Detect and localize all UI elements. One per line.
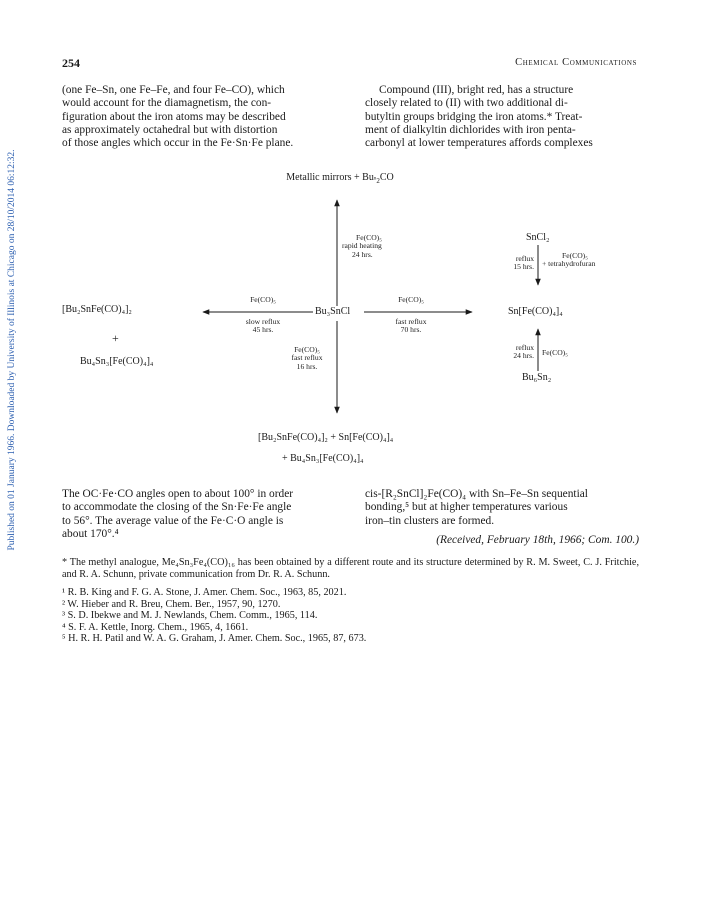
- text-line: bonding,⁵ but at higher temperatures various: [365, 501, 568, 514]
- text-line: (one Fe–Sn, one Fe–Fe, and four Fe–CO), which: [62, 84, 285, 96]
- text-line: The OC·Fe·CO angles open to about 100° in order: [62, 488, 294, 500]
- left-conditions: slow reflux 45 hrs.: [245, 317, 281, 335]
- sncl2-compound: SnCl₂: [526, 232, 550, 243]
- left-column-top: [62, 84, 334, 150]
- text-line: closely related to (II) with two additional di-: [365, 97, 568, 110]
- text-line: as approximately octahedral but with distortion: [62, 123, 278, 136]
- text-line: ment of dialkyltin dichlorides with iron penta-: [365, 123, 576, 136]
- busn-reagent: Fe(CO)₅: [542, 348, 568, 357]
- page-number: 254: [62, 56, 80, 70]
- text-line: figuration about the iron atoms may be described: [62, 110, 286, 123]
- left-reagent: Fe(CO)₅: [250, 295, 276, 304]
- up-conditions: Fe(CO)₅ rapid heating 24 hrs.: [342, 233, 382, 259]
- footnote: * The methyl analogue, Me₄Sn₃Fe₄(CO)₁₆ has been obtained by a different route and its structure determined by R. M. Sweet, C. J. Fritchie, and R. A. Schunn, private communication from Dr. R. A. Schunn.: [62, 557, 639, 580]
- right-column-bottom: [365, 488, 637, 528]
- reference-item: ³ S. D. Ibekwe and M. J. Newlands, Chem. Comm., 1965, 114.: [62, 610, 318, 622]
- text-line: would account for the diamagnetism, the con-: [62, 97, 272, 110]
- sncl2-conditions: reflux 15 hrs.: [513, 254, 534, 272]
- download-watermark-text: Published on 01 January 1966. Downloaded by University of Illinois at Chicago on 28/10/2014 06:12:32.: [7, 149, 17, 551]
- left-product-1: [Bu₂SnFe(CO)₄]₂: [62, 304, 132, 315]
- text-line: of those angles which occur in the Fe·Sn·Fe plane.: [62, 137, 294, 150]
- bu6sn2-compound: Bu₆Sn₂: [522, 372, 552, 383]
- journal-title: Chemical Communications: [515, 57, 637, 68]
- sncl2-reagent: Fe(CO)₅ + tetrahydrofuran: [542, 251, 596, 269]
- text-line: butyltin groups bridging the iron atoms.* Treat-: [365, 110, 583, 123]
- text-line: Compound (III), bright red, has a structure: [379, 84, 574, 96]
- download-watermark: [4, 125, 20, 575]
- references: [62, 587, 639, 645]
- center-compound: Bu₃SnCl: [315, 306, 351, 317]
- right-conditions: fast reflux 70 hrs.: [395, 317, 427, 335]
- bottom-products-1: [Bu₂SnFe(CO)₄]₂ + Sn[Fe(CO)₄]₄: [258, 432, 394, 443]
- right-reagent: Fe(CO)₅: [398, 295, 424, 304]
- reference-item: ¹ R. B. King and F. G. A. Stone, J. Amer. Chem. Soc., 1963, 85, 2021.: [62, 587, 347, 598]
- text-line: about 170°.⁴: [62, 527, 119, 540]
- reference-item: ⁵ H. R. H. Patil and W. A. G. Graham, J. Amer. Chem. Soc., 1965, 87, 673.: [62, 633, 367, 645]
- text-line: to 56°. The average value of the Fe·C·O angle is: [62, 514, 284, 527]
- text-line: iron–tin clusters are formed.: [365, 514, 495, 527]
- plus-sign: +: [112, 331, 119, 345]
- top-product: Metallic mirrors + $Bu_{^n2}CO$: [286, 172, 394, 185]
- busn-conditions: reflux 24 hrs.: [513, 343, 534, 361]
- text-line: cis-[R₂SnCl]₂Fe(CO)₄ with Sn–Fe–Sn sequential: [365, 488, 588, 500]
- left-column-bottom: [62, 488, 334, 541]
- down-conditions: Fe(CO)₅ fast reflux 16 hrs.: [291, 345, 323, 371]
- right-product: Sn[Fe(CO)₄]₄: [508, 306, 563, 317]
- received-date: (Received, February 18th, 1966; Com. 100.): [436, 534, 639, 546]
- left-product-2: Bu₄Sn₃[Fe(CO)₄]₄: [80, 356, 154, 367]
- bottom-products-2: + Bu₄Sn₃[Fe(CO)₄]₄: [282, 453, 364, 464]
- right-column-top: [365, 84, 637, 150]
- text-line: to accommodate the closing of the Sn·Fe·Fe angle: [62, 501, 292, 514]
- reference-item: ⁴ S. F. A. Kettle, Inorg. Chem., 1965, 4, 1661.: [62, 621, 249, 633]
- reference-item: ² W. Hieber and R. Breu, Chem. Ber., 1957, 90, 1270.: [62, 598, 281, 610]
- text-line: carbonyl at lower temperatures affords complexes: [365, 137, 593, 150]
- reaction-scheme: [60, 163, 640, 483]
